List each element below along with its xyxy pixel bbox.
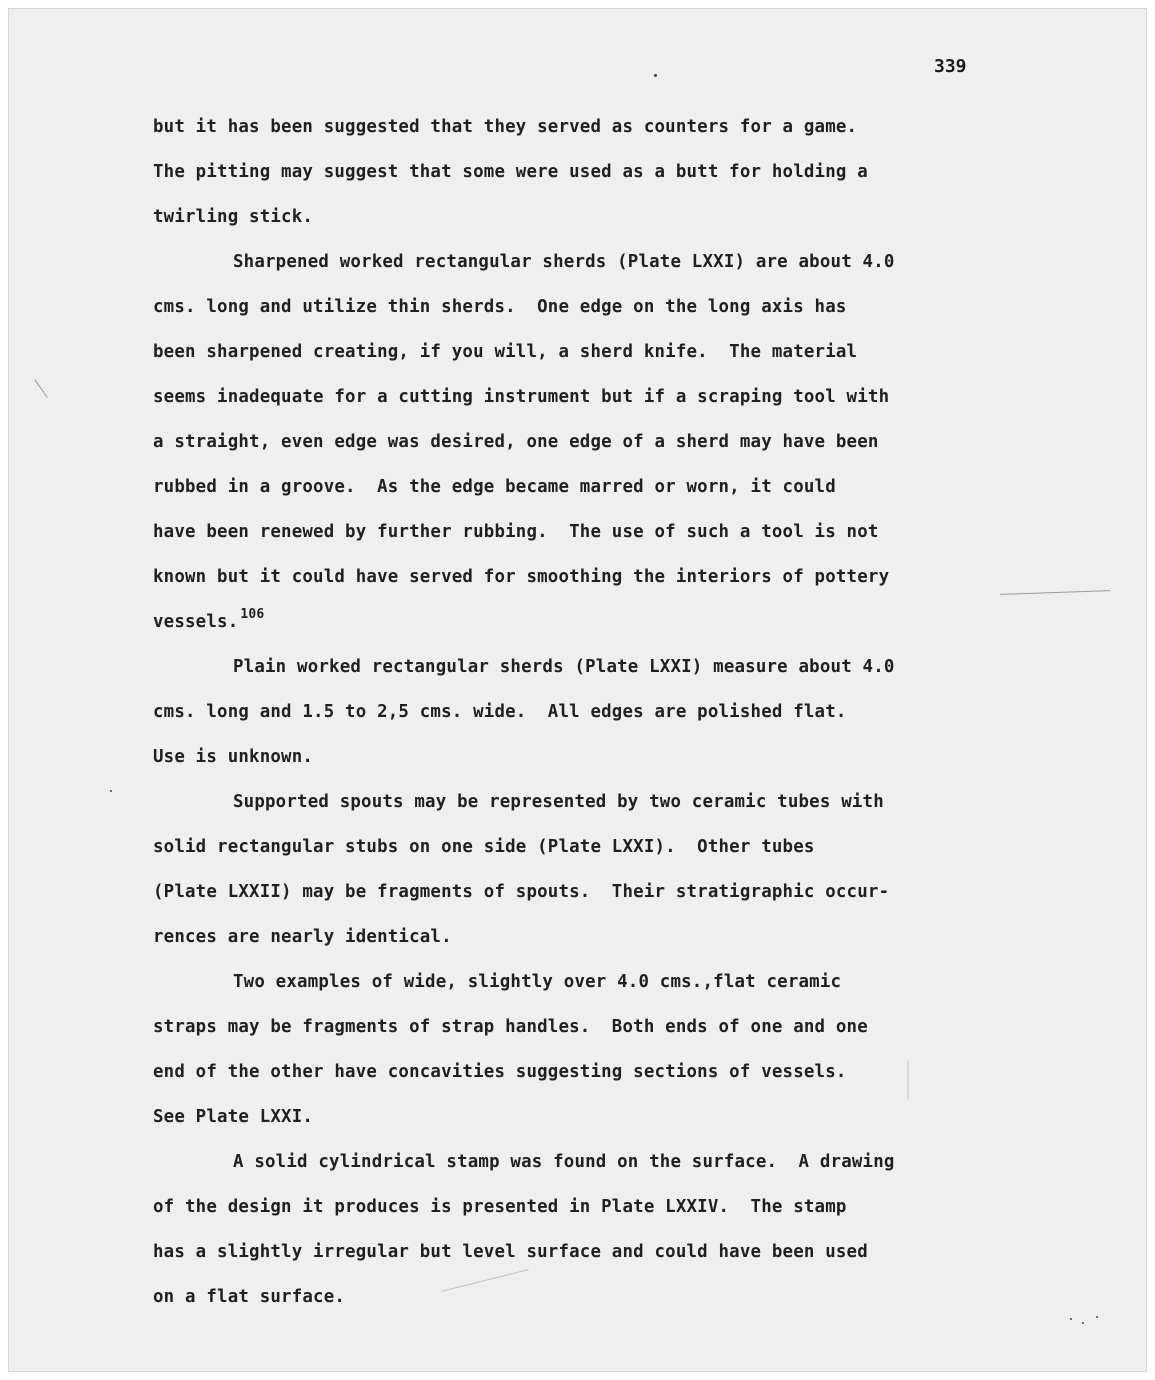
- paragraph-first-line: Sharpened worked rectangular sherds (Plate LXXI) are about 4.0: [233, 252, 895, 272]
- paragraph-first-line: Plain worked rectangular sherds (Plate LXXI) measure about 4.0: [233, 657, 895, 677]
- scan-speck: [1096, 1316, 1098, 1318]
- text-line: cms. long and 1.5 to 2,5 cms. wide. All edges are polished flat.: [153, 702, 847, 722]
- paragraph-first-line: Supported spouts may be represented by two ceramic tubes with: [233, 792, 884, 812]
- text-line: been sharpened creating, if you will, a sherd knife. The material: [153, 342, 858, 362]
- text-line: The pitting may suggest that some were used as a butt for holding a: [153, 162, 868, 182]
- text-line: rubbed in a groove. As the edge became marred or worn, it could: [153, 477, 836, 497]
- text-line: cms. long and utilize thin sherds. One edge on the long axis has: [153, 297, 847, 317]
- text-line-content: vessels.: [153, 612, 239, 632]
- text-line: (Plate LXXII) may be fragments of spouts. Their stratigraphic occur-: [153, 882, 890, 902]
- scan-speck: [110, 790, 112, 792]
- text-line: rences are nearly identical.: [153, 927, 452, 947]
- text-line: on a flat surface.: [153, 1287, 346, 1307]
- scan-speck: [654, 74, 657, 77]
- text-line: but it has been suggested that they served as counters for a game.: [153, 117, 858, 137]
- text-line: end of the other have concavities suggesting sections of vessels.: [153, 1062, 847, 1082]
- text-line: known but it could have served for smoothing the interiors of pottery: [153, 567, 890, 587]
- scan-speck: [1070, 1318, 1072, 1320]
- scan-scratch: [908, 1061, 909, 1101]
- footnote-reference: 106: [240, 607, 265, 622]
- text-line: of the design it produces is presented in Plate LXXIV. The stamp: [153, 1197, 847, 1217]
- text-line: solid rectangular stubs on one side (Plate LXXI). Other tubes: [153, 837, 815, 857]
- text-line: have been renewed by further rubbing. The use of such a tool is not: [153, 522, 879, 542]
- text-line: straps may be fragments of strap handles. Both ends of one and one: [153, 1017, 868, 1037]
- scan-speck: [1082, 1322, 1084, 1324]
- text-line: twirling stick.: [153, 207, 314, 227]
- paragraph-first-line: Two examples of wide, slightly over 4.0 cms.,flat ceramic: [233, 972, 842, 992]
- text-line: [153, 607, 265, 632]
- text-line: seems inadequate for a cutting instrument but if a scraping tool with: [153, 387, 890, 407]
- text-line: a straight, even edge was desired, one edge of a sherd may have been: [153, 432, 879, 452]
- text-line: See Plate LXXI.: [153, 1107, 314, 1127]
- paragraph-first-line: A solid cylindrical stamp was found on the surface. A drawing: [233, 1152, 895, 1172]
- page-number: 339: [934, 56, 967, 77]
- text-line: Use is unknown.: [153, 747, 314, 767]
- text-line: has a slightly irregular but level surface and could have been used: [153, 1242, 868, 1262]
